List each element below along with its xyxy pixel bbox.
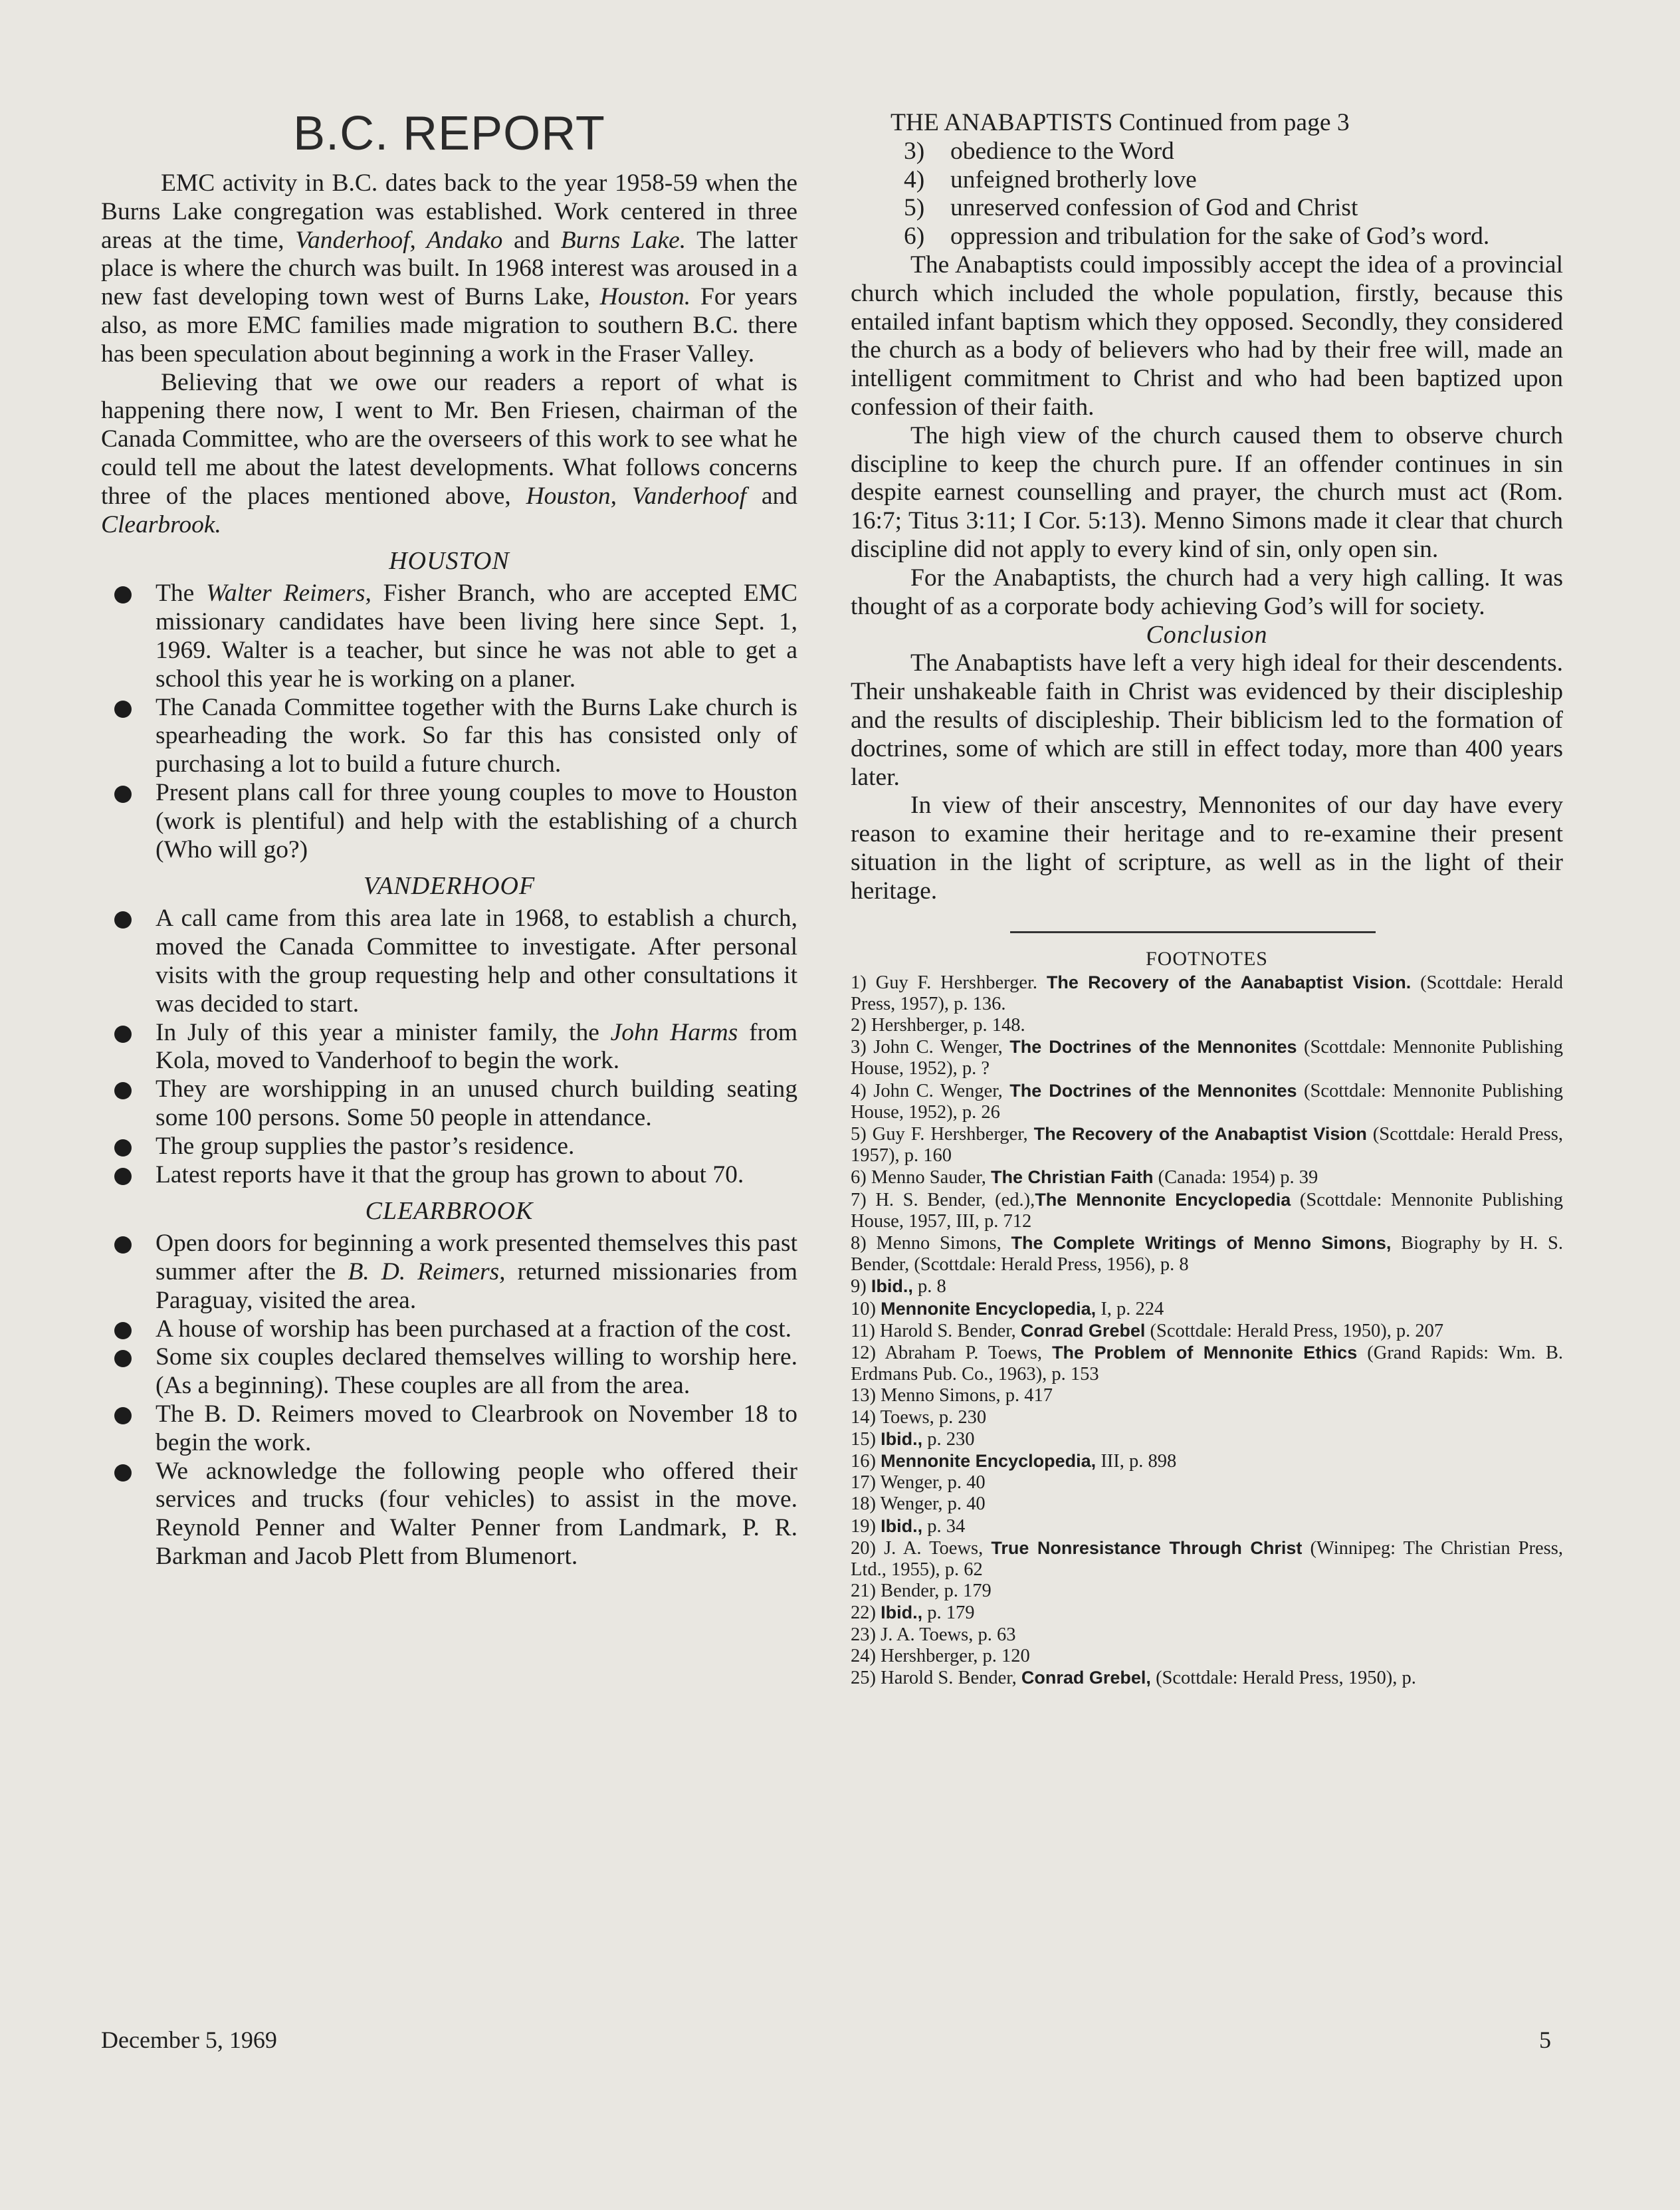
bullet-dot-icon — [114, 586, 132, 604]
text-run: 21) Bender, p. 179 — [851, 1581, 992, 1602]
page-number: 5 — [1539, 2027, 1551, 2053]
footnote-item — [851, 1166, 1563, 1188]
text-run: 20) J. A. Toews, — [851, 1537, 992, 1559]
text-run: The Recovery of the Aanabaptist Vision. — [1046, 972, 1412, 992]
text-run: Mennonite Encyclopedia, — [881, 1298, 1097, 1319]
conclusion-body — [851, 649, 1563, 905]
text-run: The Mennonite Encyclopedia — [1035, 1189, 1291, 1210]
text-run: Burns Lake. — [560, 226, 686, 254]
bullet-list — [101, 580, 797, 864]
section-heading: CLEARBROOK — [365, 1197, 534, 1226]
footnote-item — [851, 1472, 1563, 1493]
virtue-text: oppression and tribulation for the sake of God’s word. — [950, 223, 1490, 251]
bullet-item — [101, 905, 797, 1018]
text-run: 22) — [851, 1602, 881, 1624]
virtue-number: 4) — [904, 166, 925, 193]
footnote-item — [851, 1602, 1563, 1624]
text-run: Ibid., — [881, 1602, 923, 1623]
footnote-item — [851, 1015, 1563, 1036]
intro — [101, 169, 797, 539]
text-run: 10) — [851, 1298, 881, 1319]
footnote-item — [851, 1450, 1563, 1472]
virtue-text: obedience to the Word — [950, 137, 1174, 165]
text-run: The Doctrines of the Mennonites — [1009, 1080, 1297, 1101]
footnote-item — [851, 1407, 1563, 1428]
virtue-text: unreserved confession of God and Christ — [950, 194, 1358, 222]
virtue-item — [904, 194, 1563, 223]
text-run: (Scottdale: Mennonite Publishing House, 1952), p. 26 — [851, 1080, 1564, 1123]
text-run: Walter Reimers, — [206, 580, 371, 608]
bullet-dot-icon — [114, 1236, 132, 1254]
footnote-item — [851, 1123, 1563, 1166]
text-run: p. 179 — [922, 1602, 975, 1624]
bullet-item — [101, 1400, 797, 1458]
bullet-dot-icon — [114, 786, 132, 803]
text-run: The latter place is where the church was built. In 1968 interest was aroused in a new fast developing town west of Burns Lake, — [101, 226, 797, 311]
text-run: The B. D. Reimers moved to Clearbrook on November 18 to begin the work. — [156, 1400, 797, 1456]
conclusion-paragraph: The Anabaptists have left a very high ideal for their descendents. Their unshakeable faith in Christ was evidenced by their discipleship and the results of discipleship. Their biblicism led to the formation of doctrines, some of which are still in effect today, more than 400 years later. — [851, 649, 1563, 791]
bullet-item — [101, 1133, 797, 1161]
footnote-item — [851, 1385, 1563, 1406]
continued-heading: THE ANABAPTISTS Continued from page 3 — [891, 109, 1350, 136]
text-run: 1) Guy F. Hershberger. — [851, 972, 1047, 993]
bullet-item — [101, 1230, 797, 1315]
conclusion-paragraph: In view of their anscestry, Mennonites of our day have every reason to examine their heritage and to re-examine their present situation in the light of scripture, as well as in the light of their heritage. — [851, 792, 1563, 905]
text-run: 24) Hershberger, p. 120 — [851, 1645, 1030, 1666]
body-paragraph: For the Anabaptists, the church had a very high calling. It was thought of as a corporate body achieving God’s will for society. — [851, 564, 1563, 620]
text-run: The Canada Committee together with the Burns Lake church is spearheading the work. So far this has consisted only of purchasing a lot to build a future church. — [156, 693, 797, 778]
text-run: Believing that we owe our readers a report of what is happening there now, I went to Mr. Ben Friesen, chairman of the Canada Committee, who are the overseers of this work to see what he could tell me about the latest developments. What follows concerns three of the places mentioned above, — [101, 368, 797, 510]
bullet-dot-icon — [114, 1139, 132, 1157]
footnote-item — [851, 1036, 1563, 1079]
footnote-item — [851, 1342, 1563, 1385]
text-run: 2) Hershberger, p. 148. — [851, 1014, 1025, 1036]
text-run: (Winnipeg: The Christian Press, Ltd., 1955), p. 62 — [851, 1537, 1563, 1580]
text-run: p. 8 — [912, 1276, 946, 1297]
text-run: The Complete Writings of Menno Simons, — [1011, 1232, 1392, 1253]
text-run: In July of this year a minister family, the — [156, 1018, 611, 1046]
intro-paragraph — [101, 369, 797, 540]
virtue-text: unfeigned brotherly love — [950, 166, 1197, 193]
text-run: B. D. Reimers, — [348, 1258, 506, 1286]
text-run: The Doctrines of the Mennonites — [1009, 1037, 1297, 1057]
footer-date: December 5, 1969 — [101, 2027, 277, 2053]
text-run: Conrad Grebel — [1020, 1320, 1146, 1341]
text-run: Conrad Grebel, — [1021, 1668, 1151, 1688]
text-run: 8) Menno Simons, — [851, 1232, 1011, 1254]
body-paragraph: The Anabaptists could impossibly accept the idea of a provincial church which included the whole population, firstly, because this entailed infant baptism which they opposed. Secondly, they considered the church as a body of believers who had by their free will, made an intelligent commitment to Christ and who had been baptized upon confession of their faith. — [851, 251, 1563, 421]
section-heading: HOUSTON — [389, 547, 510, 576]
bullet-list — [101, 905, 797, 1189]
text-run: 12) Abraham P. Toews, — [851, 1342, 1053, 1363]
text-run: The Recovery of the Anabaptist Vision — [1033, 1123, 1367, 1144]
footnote-item — [851, 1646, 1563, 1667]
text-run: (Scottdale: Herald Press, 1950), p. — [1150, 1668, 1416, 1689]
text-run: 3) John C. Wenger, — [851, 1037, 1010, 1058]
text-run: 19) — [851, 1515, 881, 1537]
text-run: (Canada: 1954) p. 39 — [1153, 1167, 1318, 1188]
bullet-item — [101, 580, 797, 693]
footnote-item — [851, 1537, 1563, 1581]
text-run: The group supplies the pastor’s residence. — [156, 1132, 575, 1160]
text-run: Present plans call for three young couples to move to Houston (work is plentiful) and help with the establishing of a church (Who will go?) — [156, 778, 797, 863]
page-title: B.C. REPORT — [293, 107, 605, 160]
text-run: III, p. 898 — [1096, 1450, 1177, 1472]
text-run: 23) J. A. Toews, p. 63 — [851, 1624, 1016, 1645]
left-column-body — [101, 169, 797, 1571]
text-run: We acknowledge the following people who offered their services and trucks (four vehicles) to assist in the move. Reynold Penner and Walter Penner from Landmark, P. R. Barkman and Jacob Plett from Blumenort. — [156, 1457, 797, 1571]
anabaptist-body — [851, 251, 1563, 621]
virtue-item — [904, 223, 1563, 251]
footnote-item — [851, 1493, 1563, 1515]
text-run: (Scottdale: Herald Press, 1957), p. 160 — [851, 1123, 1563, 1166]
text-run: I, p. 224 — [1096, 1298, 1164, 1319]
virtue-number: 5) — [904, 194, 925, 222]
text-run: Biography by H. S. Bender, (Scottdale: Herald Press, 1956), p. 8 — [851, 1232, 1564, 1275]
text-run: Clearbrook. — [101, 510, 221, 538]
bullet-list — [101, 1230, 797, 1571]
text-run: EMC activity in B.C. dates back to the year 1958-59 when the Burns Lake congregation was established. Work centered in three areas at the time, — [101, 169, 797, 254]
text-run: 17) Wenger, p. 40 — [851, 1472, 986, 1493]
body-paragraph: The high view of the church caused them to observe church discipline to keep the church pure. If an offender continues in sin despite earnest counselling and prayer, the church must act (Rom. 16:7; Titus 3:11; I Cor. 5:13). Menno Simons made it clear that church discipline did not apply to every kind of sin, only open sin. — [851, 421, 1563, 563]
text-run: p. 34 — [922, 1515, 966, 1537]
text-run: Ibid., — [871, 1276, 913, 1297]
bullet-dot-icon — [114, 1350, 132, 1367]
virtue-item — [904, 138, 1563, 166]
text-run: True Nonresistance Through Christ — [991, 1537, 1303, 1558]
bullet-item — [101, 779, 797, 864]
text-run: Ibid., — [881, 1515, 923, 1536]
right-column-body — [851, 109, 1563, 1689]
conclusion-heading: Conclusion — [1146, 621, 1268, 649]
text-run: 18) Wenger, p. 40 — [851, 1493, 986, 1515]
text-run: from Kola, moved to Vanderhoof to begin the work. — [156, 1018, 797, 1075]
bullet-item — [101, 1075, 797, 1133]
text-run: The — [156, 580, 207, 608]
text-run: Houston. — [599, 283, 691, 311]
bullet-item — [101, 1019, 797, 1076]
text-run: 13) Menno Simons, p. 417 — [851, 1385, 1053, 1406]
text-run: and — [746, 482, 797, 510]
text-run: Some six couples declared themselves willing to worship here. (As a beginning). These couples are all from the area. — [156, 1343, 797, 1400]
footnotes-heading: FOOTNOTES — [1145, 947, 1268, 970]
text-run: 6) Menno Sauder, — [851, 1167, 991, 1188]
footnote-item — [851, 1080, 1563, 1123]
footnote-item — [851, 1189, 1563, 1232]
bullet-dot-icon — [114, 1322, 132, 1339]
bullet-dot-icon — [114, 701, 132, 718]
footnotes-list — [851, 972, 1563, 1690]
text-run: The Christian Faith — [990, 1167, 1154, 1188]
text-run: Latest reports have it that the group has grown to about 70. — [156, 1160, 744, 1188]
text-run: 25) Harold S. Bender, — [851, 1668, 1021, 1689]
text-run: They are worshipping in an unused church building seating some 100 persons. Some 50 people in attendance. — [156, 1075, 797, 1131]
text-run: and — [502, 226, 561, 254]
text-run: (Grand Rapids: Wm. B. Erdmans Pub. Co., 1963), p. 153 — [851, 1342, 1563, 1385]
bullet-dot-icon — [114, 1464, 132, 1482]
text-run: returned missionaries from Paraguay, visited the area. — [156, 1258, 797, 1314]
intro-paragraph — [101, 169, 797, 369]
text-run: John Harms — [610, 1018, 738, 1046]
virtues-list — [851, 138, 1563, 251]
text-run: 11) Harold S. Bender, — [851, 1320, 1021, 1341]
bullet-item — [101, 1315, 797, 1344]
bullet-dot-icon — [114, 1168, 132, 1185]
footnote-item — [851, 1515, 1563, 1537]
bullet-item — [101, 1161, 797, 1190]
text-run: 15) — [851, 1428, 881, 1450]
footnote-item — [851, 1320, 1563, 1342]
footnote-item — [851, 972, 1563, 1015]
divider-rule — [1010, 931, 1376, 933]
text-run: A call came from this area late in 1968, to establish a church, moved the Canada Committee to investigate. After personal visits with the group requesting help and other consultations it was decided to start. — [156, 905, 797, 1018]
footnote-item — [851, 1667, 1563, 1689]
text-run: Vanderhoof, Andako — [295, 226, 503, 254]
text-run: Mennonite Encyclopedia, — [881, 1450, 1097, 1471]
footnote-item — [851, 1428, 1563, 1450]
text-run: A house of worship has been purchased at a fraction of the cost. — [156, 1315, 792, 1343]
text-run: Houston, Vanderhoof — [526, 482, 747, 510]
bullet-dot-icon — [114, 1407, 132, 1424]
sections — [101, 547, 797, 1571]
text-run: (Scottdale: Herald Press, 1957), p. 136. — [851, 972, 1563, 1014]
bullet-dot-icon — [114, 1082, 132, 1099]
virtue-number: 6) — [904, 223, 925, 251]
section-heading: VANDERHOOF — [363, 872, 536, 901]
text-run: 7) H. S. Bender, (ed.), — [851, 1189, 1035, 1210]
text-run: 9) — [851, 1276, 871, 1297]
text-run: Fisher Branch, who are accepted EMC missionary candidates have been living here since Sept. 1, 1969. Walter is a teacher, but since he was not able to get a school this year he is working on a planer. — [156, 580, 797, 693]
text-run: 14) Toews, p. 230 — [851, 1406, 987, 1428]
footnote-item — [851, 1298, 1563, 1320]
bullet-item — [101, 694, 797, 779]
text-run: Ibid., — [881, 1428, 923, 1449]
text-run: 5) Guy F. Hershberger, — [851, 1123, 1034, 1145]
footnote-item — [851, 1581, 1563, 1602]
virtue-number: 3) — [904, 137, 925, 165]
text-run: Open doors for beginning a work presented themselves this past summer after the — [156, 1230, 797, 1286]
text-run: (Scottdale: Mennonite Publishing House, 1957, III, p. 712 — [851, 1189, 1564, 1232]
text-run: The Problem of Mennonite Ethics — [1052, 1342, 1358, 1363]
text-run: (Scottdale: Herald Press, 1950), p. 207 — [1145, 1320, 1444, 1341]
text-run: p. 230 — [922, 1428, 975, 1450]
bullet-item — [101, 1343, 797, 1400]
text-run: 4) John C. Wenger, — [851, 1080, 1010, 1101]
text-run: (Scottdale: Mennonite Publishing House, 1952), p. ? — [851, 1037, 1564, 1079]
text-run: For years also, as more EMC families made migration to southern B.C. there has been speculation about beginning a work in the Fraser Valley. — [101, 283, 798, 368]
bullet-dot-icon — [114, 1026, 132, 1043]
footnote-item — [851, 1275, 1563, 1297]
text-run: 16) — [851, 1450, 881, 1472]
bullet-item — [101, 1458, 797, 1571]
bullet-dot-icon — [114, 911, 132, 929]
virtue-item — [904, 166, 1563, 195]
footnote-item — [851, 1624, 1563, 1646]
footnote-item — [851, 1232, 1563, 1275]
